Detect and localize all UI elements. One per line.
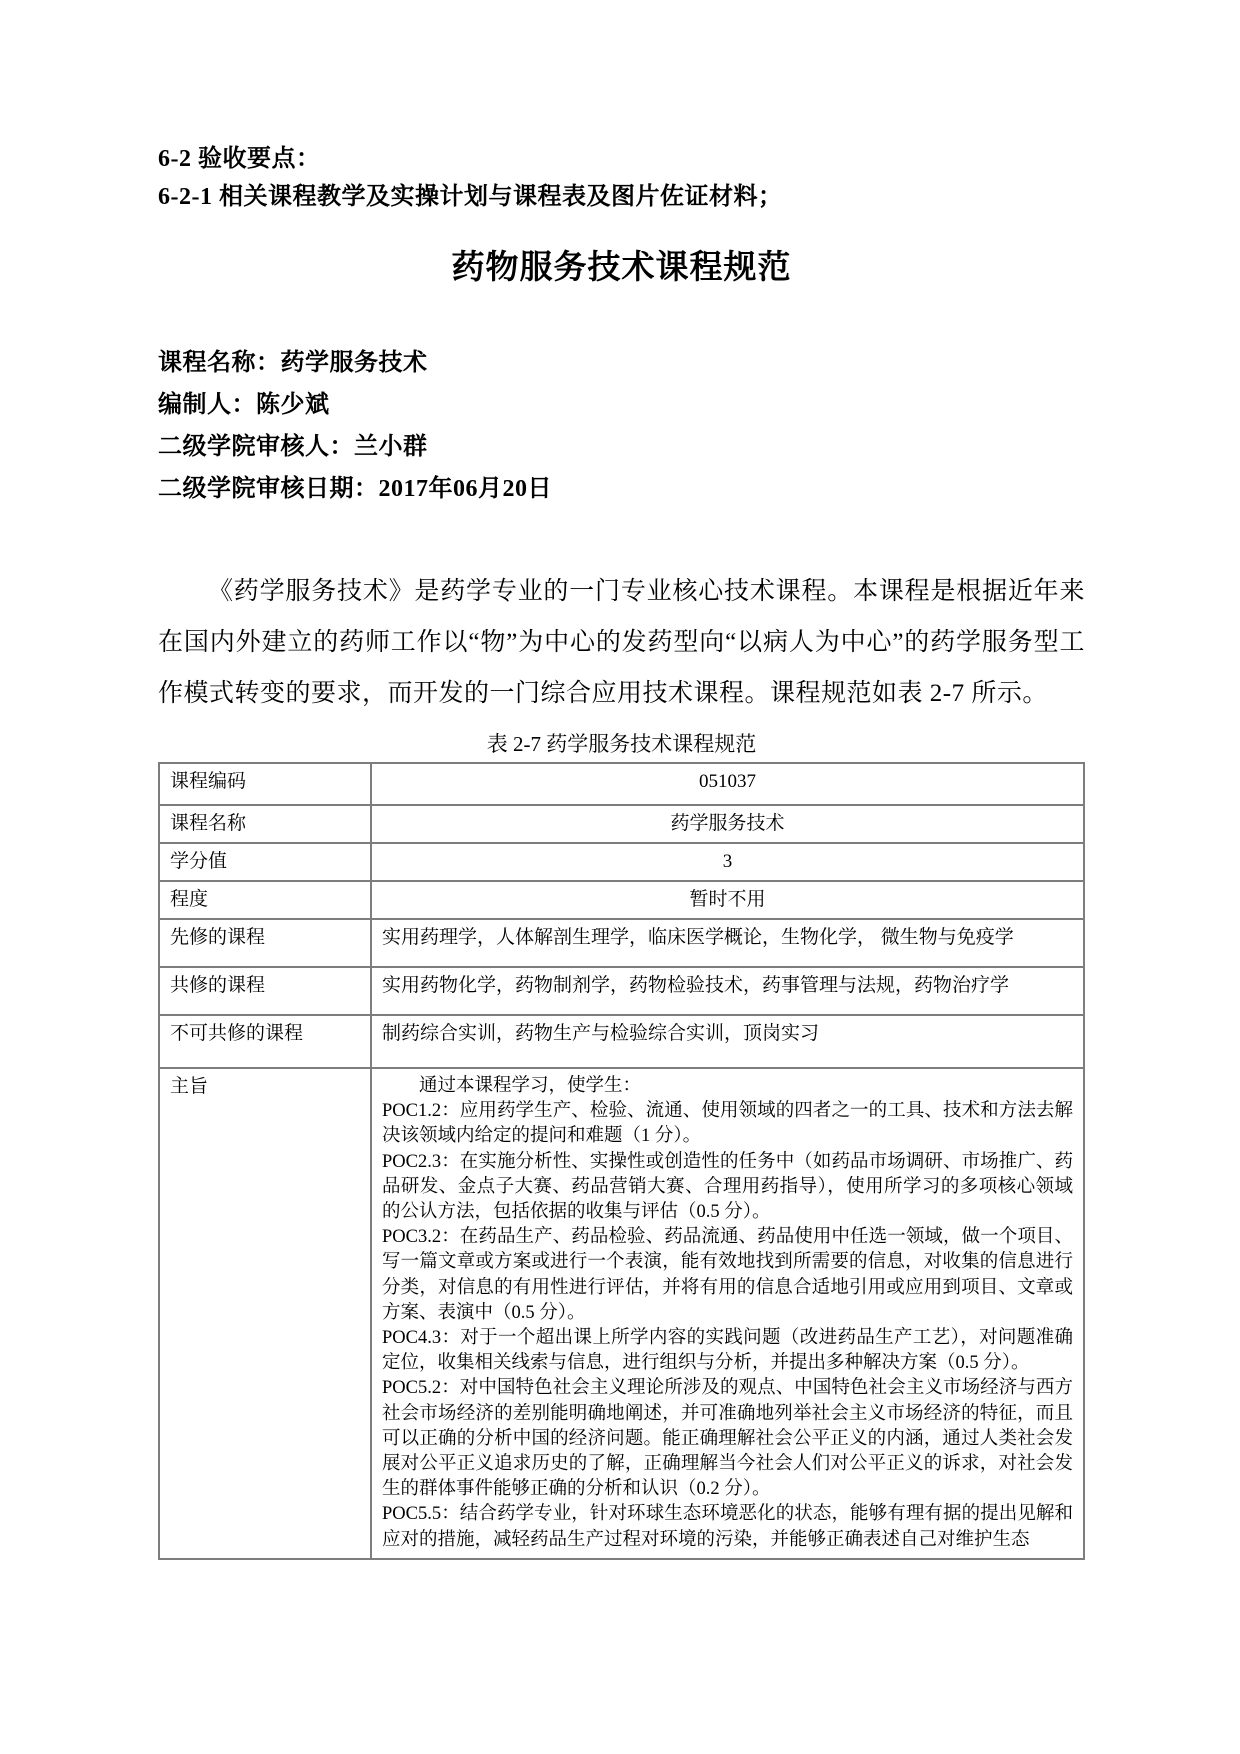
table-row xyxy=(159,881,1084,919)
row-value: 051037 xyxy=(371,763,1084,805)
info-line-1: 编制人：陈少斌 xyxy=(158,392,330,418)
row-label: 先修的课程 xyxy=(159,919,371,967)
table-row xyxy=(159,967,1084,1015)
row-label: 共修的课程 xyxy=(159,967,371,1015)
table-row xyxy=(159,805,1084,843)
course-spec-table xyxy=(158,762,1085,1560)
table-row xyxy=(159,763,1084,805)
objective-paragraph: 通过本课程学习，使学生： xyxy=(382,1076,642,1096)
row-label: 课程编码 xyxy=(159,763,371,805)
table-row xyxy=(159,919,1084,967)
row-label: 程度 xyxy=(159,881,371,919)
row-label: 不可共修的课程 xyxy=(159,1015,371,1068)
objective-paragraph: POC2.3：在实施分析性、实操性或创造性的任务中（如药品市场调研、市场推广、药品研发、金点子大赛、药品营销大赛、合理用药指导），使用所学习的多项核心领域的公认方法，包括依据的收集与评估（0.5 分）。 xyxy=(382,1151,1073,1223)
table-row xyxy=(159,843,1084,881)
table-caption: 表 2-7 药学服务技术课程规范 xyxy=(486,732,757,756)
objective-paragraph: POC3.2：在药品生产、药品检验、药品流通、药品使用中任选一领域，做一个项目、写一篇文章或方案或进行一个表演，能有效地找到所需要的信息，对收集的信息进行分类，对信息的有用性进行评估，并将有用的信息合适地引用或应用到项目、文章或方案、表演中（0.5 分）。 xyxy=(382,1227,1073,1323)
row-label: 主旨 xyxy=(159,1068,371,1559)
objective-paragraph: POC4.3：对于一个超出课上所学内容的实践问题（改进药品生产工艺），对问题准确定位，收集相关线索与信息，进行组织与分析，并提出多种解决方案（0.5 分）。 xyxy=(382,1328,1073,1374)
row-value: 实用药理学，人体解剖生理学，临床医学概论，生物化学， 微生物与免疫学 xyxy=(371,919,1084,967)
subsection-heading: 6-2-1 相关课程教学及实操计划与课程表及图片佐证材料； xyxy=(158,184,783,210)
objective-paragraph: POC1.2：应用药学生产、检验、流通、使用领域的四者之一的工具、技术和方法去解决该领域内给定的提问和难题（1 分）。 xyxy=(382,1101,1073,1147)
info-line-3: 二级学院审核日期：2017年06月20日 xyxy=(158,476,552,502)
intro-paragraph: 《药学服务技术》是药学专业的一门专业核心技术课程。本课程是根据近年来在国内外建立的药师工作以“物”为中心的发药型向“以病人为中心”的药学服务型工作模式转变的要求，而开发的一门综合应用技术课程。课程规范如表 2-7 所示。 xyxy=(158,578,1085,707)
row-value xyxy=(371,1068,1084,1559)
info-line-0: 课程名称：药学服务技术 xyxy=(158,350,428,376)
row-value: 制药综合实训，药物生产与检验综合实训，顶岗实习 xyxy=(371,1015,1084,1068)
section-heading: 6-2 验收要点： xyxy=(158,146,321,172)
info-block xyxy=(158,342,1085,510)
row-value: 实用药物化学，药物制剂学，药物检验技术，药事管理与法规，药物治疗学 xyxy=(371,967,1084,1015)
info-line-2: 二级学院审核人：兰小群 xyxy=(158,434,428,460)
row-value: 暂时不用 xyxy=(371,881,1084,919)
objective-paragraph: POC5.2：对中国特色社会主义理论所涉及的观点、中国特色社会主义市场经济与西方社会市场经济的差别能明确地阐述，并可准确地列举社会主义市场经济的特征，而且可以正确的分析中国的经济问题。能正确理解社会公平正义的内涵，通过人类社会发展对公平正义追求历史的了解，正确理解当今社会人们对公平正义的诉求，对社会发生的群体事件能够正确的分析和认识（0.2 分）。 xyxy=(382,1378,1073,1500)
table-row xyxy=(159,1015,1084,1068)
objective-paragraph: POC5.5：结合药学专业，针对环球生态环境恶化的状态，能够有理有据的提出见解和应对的措施，减轻药品生产过程对环境的污染，并能够正确表述自己对维护生态 xyxy=(382,1504,1073,1550)
row-label: 课程名称 xyxy=(159,805,371,843)
document-title: 药物服务技术课程规范 xyxy=(451,250,792,286)
row-value: 3 xyxy=(371,843,1084,881)
table-row xyxy=(159,1068,1084,1559)
row-value: 药学服务技术 xyxy=(371,805,1084,843)
row-label: 学分值 xyxy=(159,843,371,881)
